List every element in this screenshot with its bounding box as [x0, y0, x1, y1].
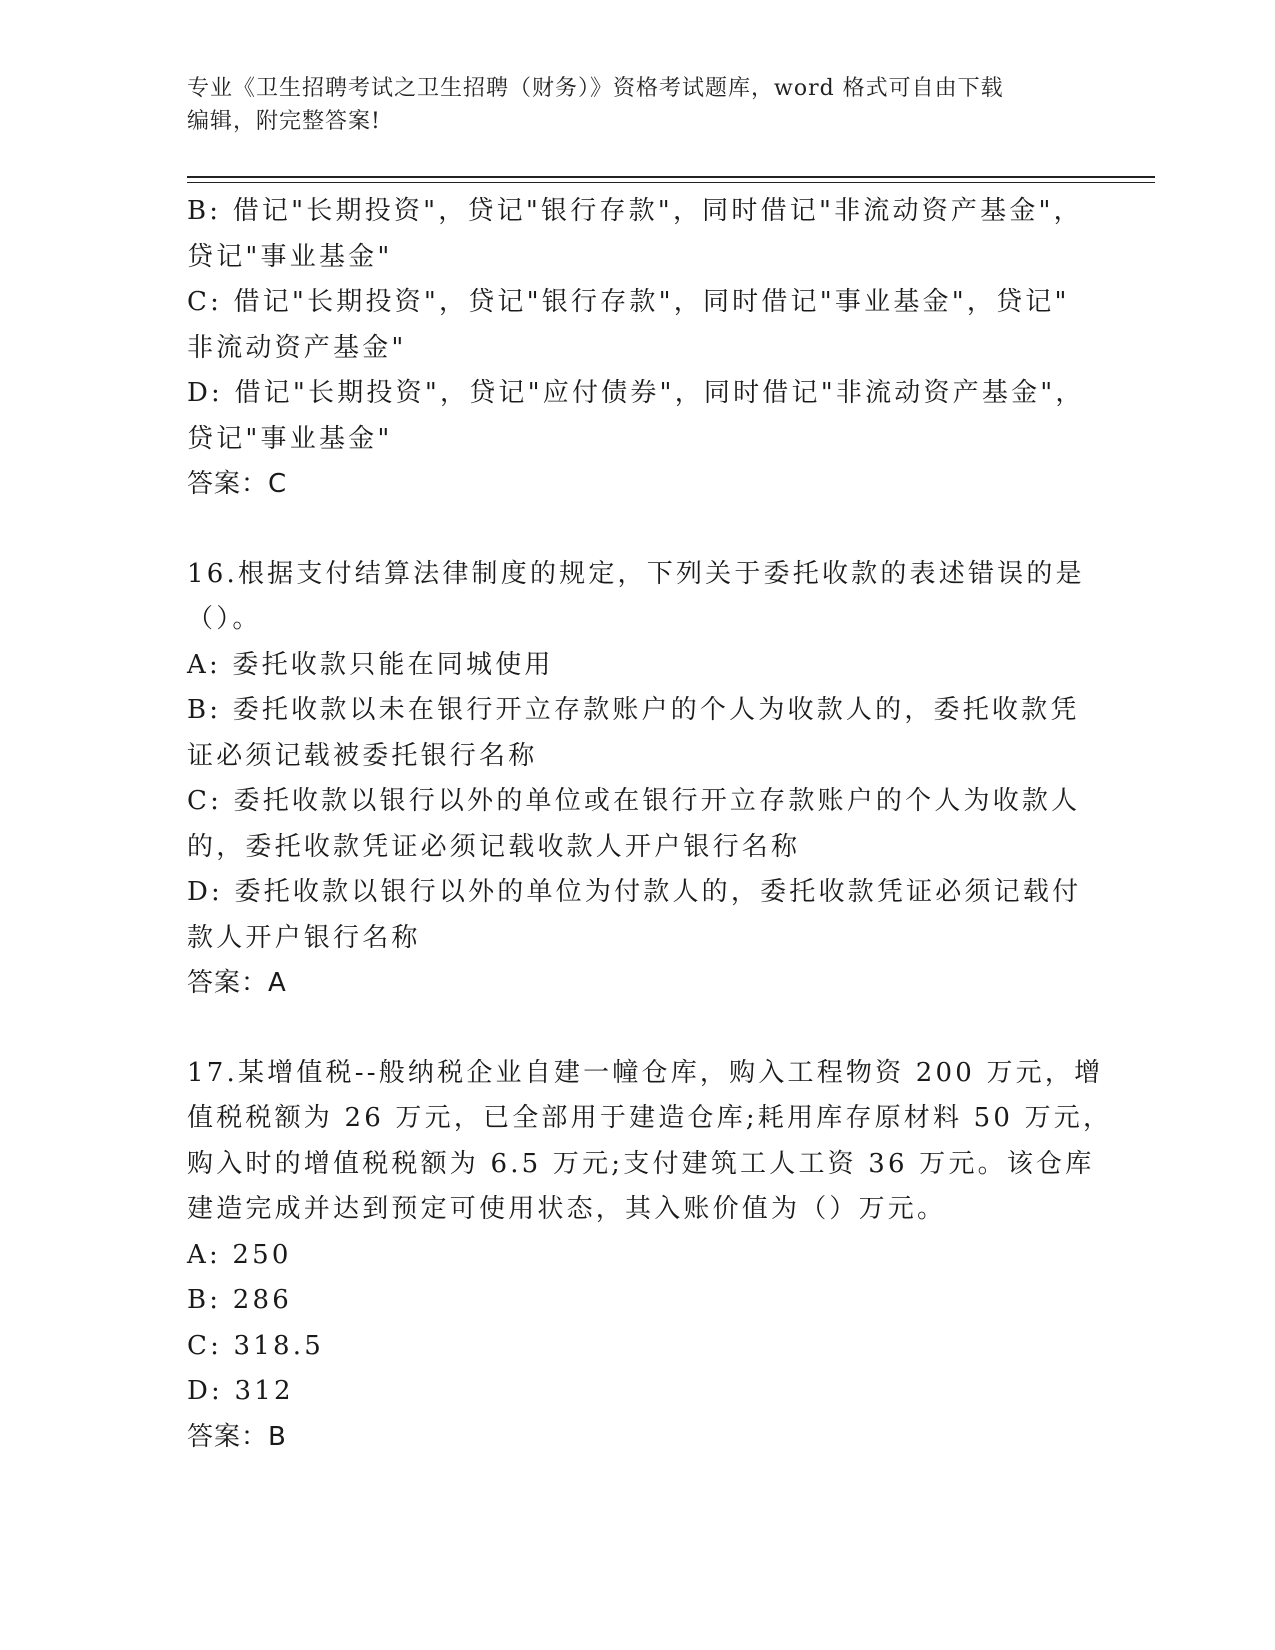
- spacer: [187, 1007, 1087, 1051]
- option-a: [187, 643, 1087, 689]
- option-c: [187, 280, 1087, 371]
- spacer: [187, 508, 1087, 552]
- option-line: D: 委托收款以银行以外的单位为付款人的，委托收款凭证必须记载付: [187, 877, 1082, 907]
- stem-line: 建造完成并达到预定可使用状态，其入账价值为（）万元。: [187, 1194, 947, 1224]
- option-line: C: 委托收款以银行以外的单位或在银行开立存款账户的个人为收款人: [187, 786, 1081, 816]
- option-b: [187, 189, 1087, 280]
- option-b: [187, 688, 1087, 779]
- header-rule-thin: [187, 182, 1155, 183]
- option-c: C: 318.5: [187, 1330, 324, 1361]
- option-d: D: 312: [187, 1376, 294, 1406]
- document-body: [187, 189, 1113, 1460]
- document-header: [187, 72, 1067, 138]
- answer-label: 答案：B: [187, 1421, 287, 1452]
- question-15-continued: [187, 189, 1087, 508]
- option-line: A: 委托收款只能在同城使用: [187, 649, 554, 680]
- option-line: 贷记"事业基金": [187, 423, 393, 454]
- option-line: D: 借记"长期投资"，贷记"应付债券"，同时借记"非流动资产基金"，: [187, 378, 1085, 408]
- option-line: 的，委托收款凭证必须记载收款人开户银行名称: [187, 831, 801, 862]
- option-d: [187, 870, 1087, 961]
- question-stem: [187, 552, 1087, 643]
- option-d: [187, 371, 1087, 462]
- question-16: [187, 552, 1087, 1007]
- stem-line: 值税税额为 26 万元，已全部用于建造仓库;耗用库存原材料 50 万元，: [187, 1103, 1113, 1133]
- stem-line: 17.某增值税--般纳税企业自建一幢仓库，购入工程物资 200 万元，增: [187, 1057, 1104, 1088]
- option-line: 证必须记载被委托银行名称: [187, 740, 538, 771]
- question-stem: [187, 1051, 1113, 1233]
- header-line-2: 编辑，附完整答案!: [187, 109, 381, 134]
- header-line-1: 专业《卫生招聘考试之卫生招聘（财务）》资格考试题库，word 格式可自由下载: [187, 76, 1004, 101]
- answer-label: 答案：A: [187, 968, 287, 998]
- answer-label: 答案：C: [187, 469, 288, 499]
- stem-line: 购入时的增值税税额为 6.5 万元;支付建筑工人工资 36 万元。该仓库: [187, 1148, 1095, 1179]
- option-line: 贷记"事业基金": [187, 241, 393, 272]
- stem-line: 16.根据支付结算法律制度的规定，下列关于委托收款的表述错误的是: [187, 558, 1085, 589]
- option-a: A: 250: [187, 1239, 292, 1270]
- option-line: B: 委托收款以未在银行开立存款账户的个人为收款人的，委托收款凭: [187, 695, 1080, 725]
- option-line: B: 借记"长期投资"，贷记"银行存款"，同时借记"非流动资产基金"，: [187, 196, 1083, 226]
- option-line: 非流动资产基金": [187, 332, 407, 363]
- question-17: [187, 1051, 1113, 1461]
- stem-line: （）。: [187, 604, 262, 634]
- header-rule-thick: [187, 176, 1155, 178]
- option-b: B: 286: [187, 1285, 292, 1315]
- option-line: C: 借记"长期投资"，贷记"银行存款"，同时借记"事业基金"，贷记": [187, 287, 1070, 317]
- option-c: [187, 779, 1087, 870]
- option-line: 款人开户银行名称: [187, 922, 421, 953]
